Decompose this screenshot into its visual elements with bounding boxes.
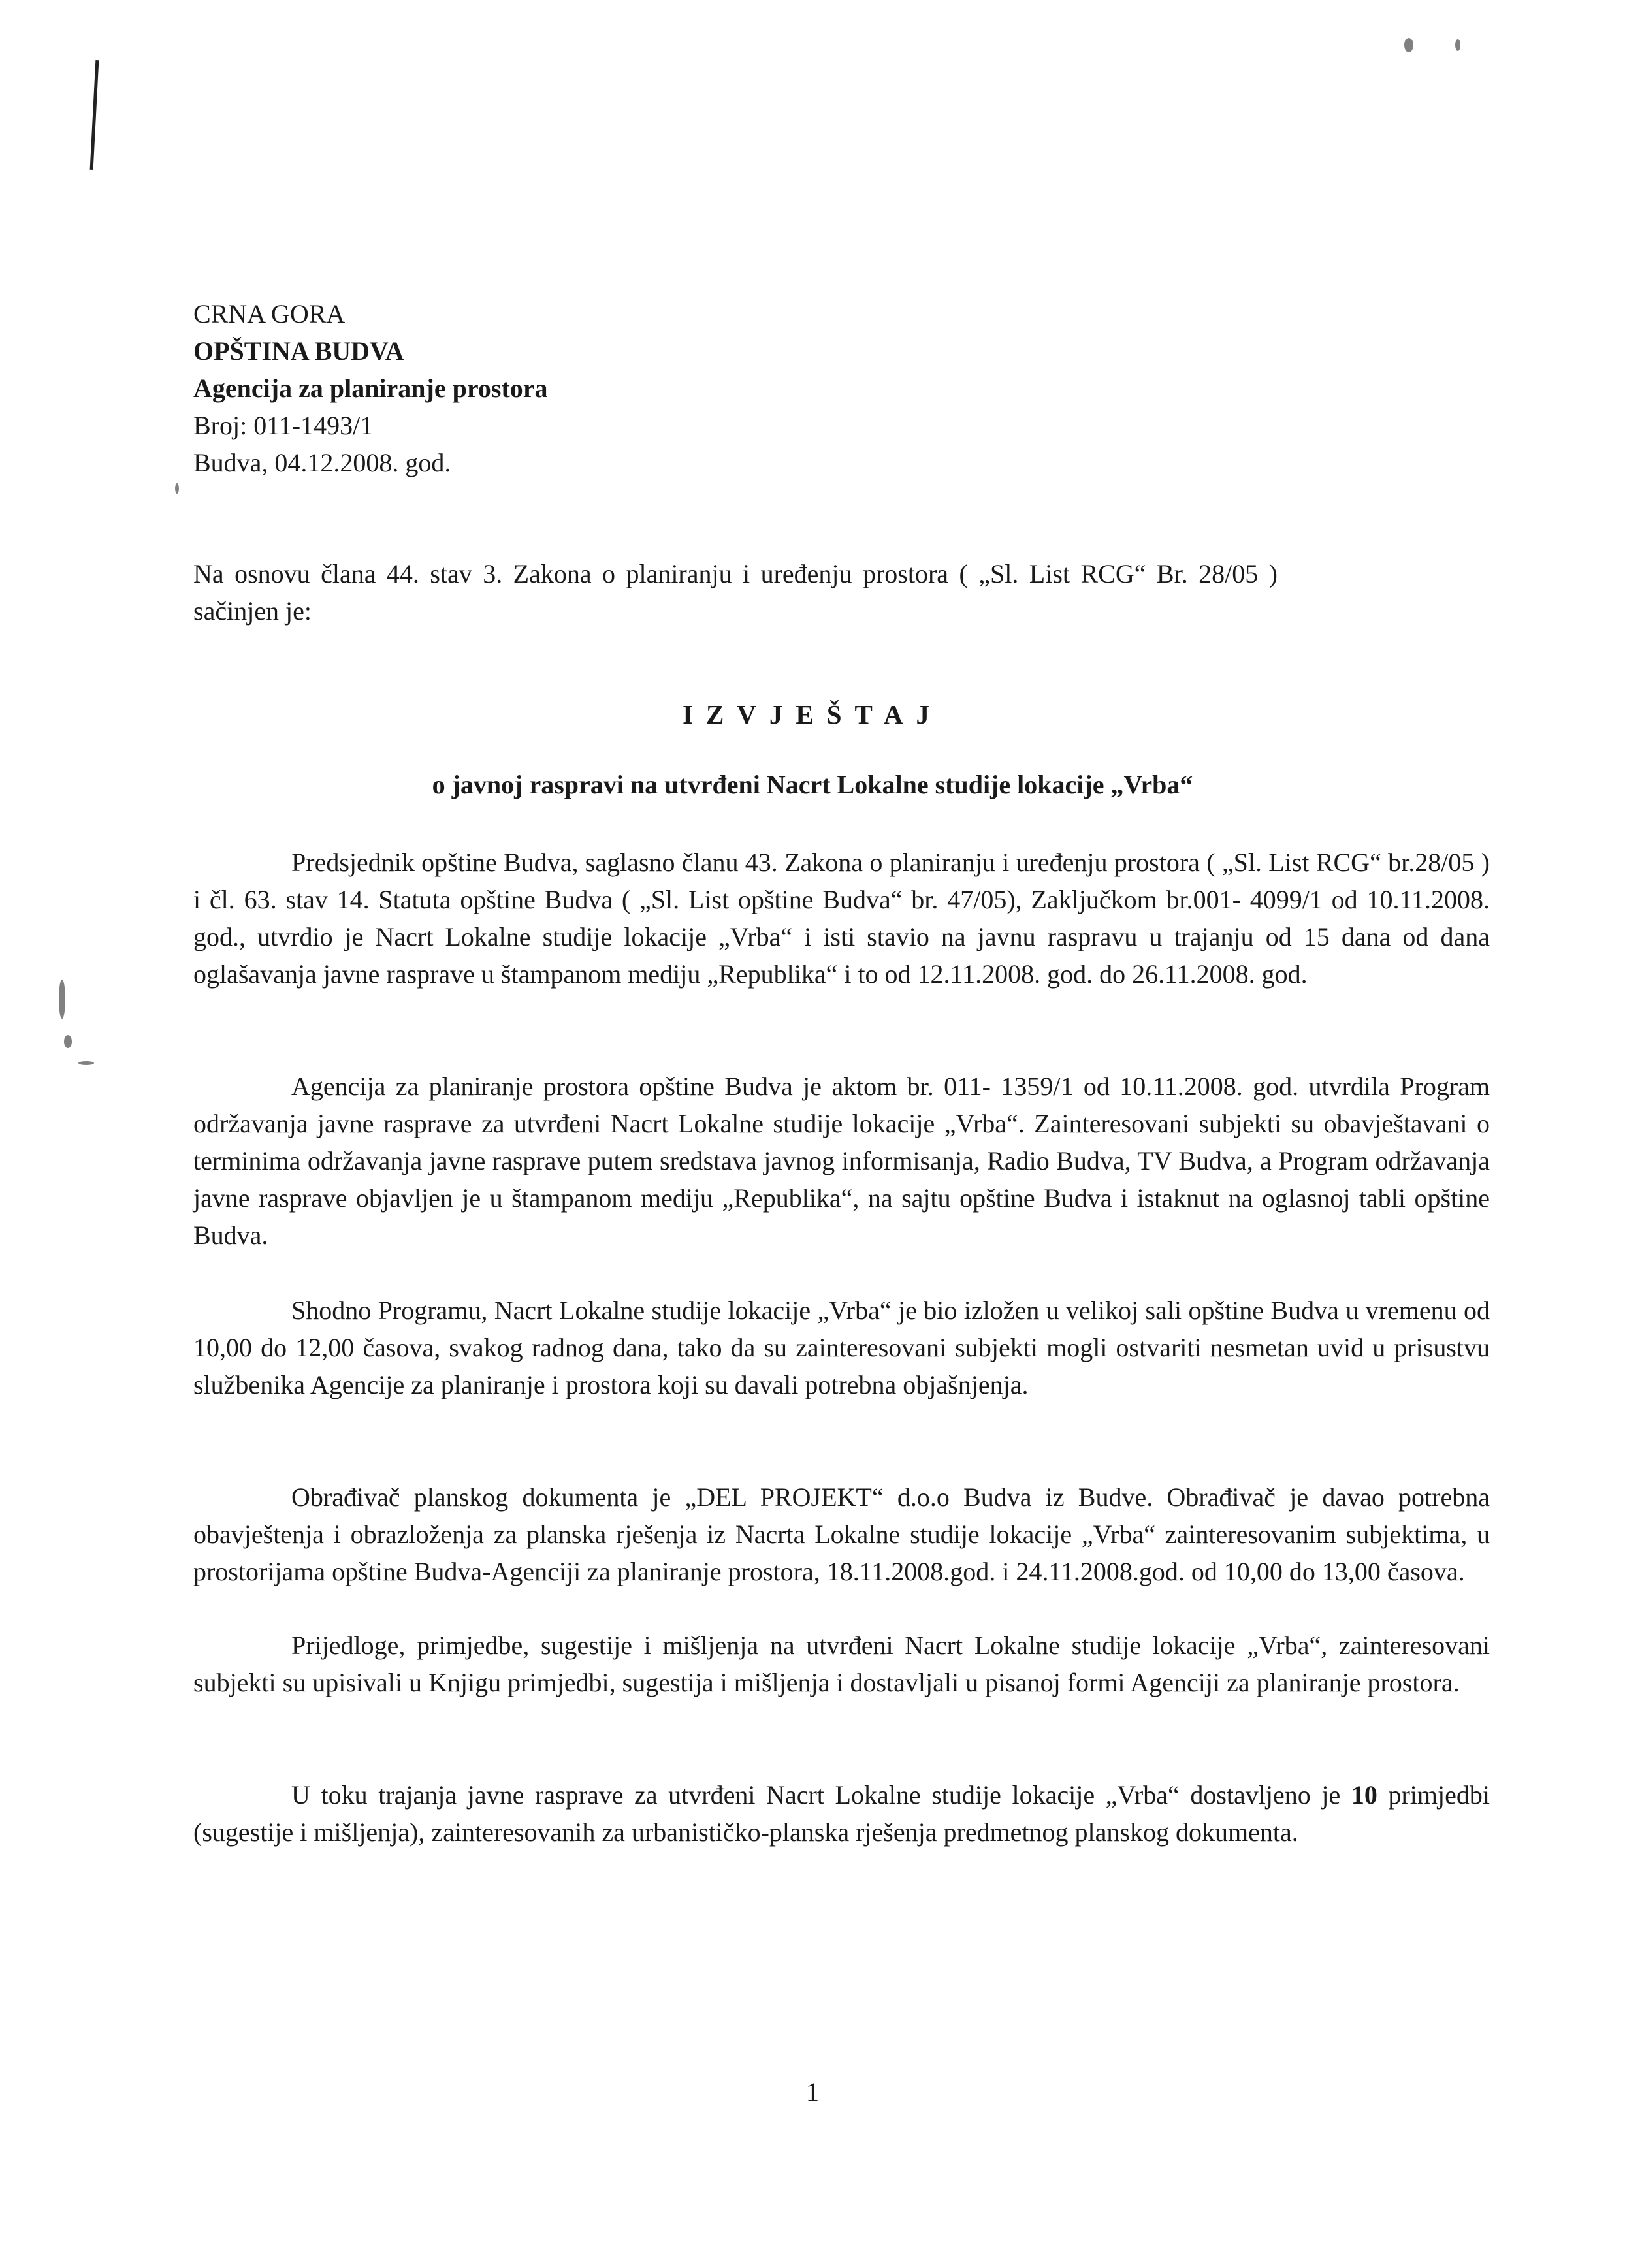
paragraph-2: Agencija za planiranje prostora opštine Budva je aktom br. 011- 1359/1 od 10.11.2008. god. utvrdila Program održavanja javne rasprave za utvrđeni Nacrt Lokalne studije lokacije „Vrba“. Zainteresovani subjekti su obavještavani o terminima održavanja javne rasprave putem sredstava javnog informisanja, Radio Budva, TV Budva, a Program održavanja javne rasprave objavljen je u štampanom mediju „Republika“, na sajtu opštine Budva i istaknut na oglasnoj tabli opštine Budva. [193,1072,1490,1250]
paragraph-5: Prijedloge, primjedbe, sugestije i mišljenja na utvrđeni Nacrt Lokalne studije lokacije „Vrba“, zainteresovani subjekti su upisivali u Knjigu primjedbi, sugestija i mišljenja i dostavljali u pisanoj formi Agenciji za planiranje prostora. [193,1631,1490,1697]
paragraph-4: Obrađivač planskog dokumenta je „DEL PROJEKT“ d.o.o Budva iz Budve. Obrađivač je davao potrebna obavještenja i obrazloženja za planska rješenja iz Nacrta Lokalne studije lokacije „Vrba“ zainteresovanim subjektima, u prostorijama opštine Budva-Agenciji za planiranje prostora, 18.11.2008.god. i 24.11.2008.god. od 10,00 do 13,00 časova. [193,1482,1490,1586]
scan-speck [1404,38,1413,52]
paragraph-6-text-end: primjedbi (sugestije i mišljenja), zainteresovanih za urbanističko-planska rješenja predmetnog planskog dokumenta. [193,1780,1490,1847]
municipality-name: OPŠTINA BUDVA [193,336,404,366]
letterhead [193,295,548,481]
agency-name: Agencija za planiranje prostora [193,374,548,403]
country-name: CRNA GORA [193,299,346,328]
scan-speck [59,980,65,1019]
scan-speck [64,1035,72,1048]
paragraph-6-text: U toku trajanja javne rasprave za utvrđeni Nacrt Lokalne studije lokacije „Vrba“ dostavljeno je [291,1780,1351,1810]
document-title: IZVJEŠTAJ [683,699,942,729]
page-number: 1 [806,2077,819,2107]
place-date: Budva, 04.12.2008. god. [193,448,451,477]
scan-speck [78,1061,94,1065]
paragraph-6 [193,1776,1490,1851]
paragraph-3: Shodno Programu, Nacrt Lokalne studije lokacije „Vrba“ je bio izložen u velikoj sali opštine Budva u vremenu od 10,00 do 12,00 časova, svakog radnog dana, tako da su zainteresovani subjekti mogli ostvariti nesmetan uvid u prisustvu službenika Agencije za planiranje i prostora koji su davali potrebna objašnjenja. [193,1296,1490,1399]
document-number: Broj: 011-1493/1 [193,411,374,440]
scan-speck [1455,39,1460,51]
scan-speck [175,483,179,494]
paragraph-1: Predsjednik opštine Budva, saglasno članu 43. Zakona o planiranju i uređenju prostora ( „Sl. List RCG“ br.28/05 ) i čl. 63. stav 14. Statuta opštine Budva ( „Sl. List opštine Budva“ br. 47/05), Zaključkom br.001- 4099/1 od 10.11.2008. god., utvrdio je Nacrt Lokalne studije lokacije „Vrba“ i isti stavio na javnu raspravu u trajanju od 15 dana od dana oglašavanja javne rasprave u štampanom mediju „Republika“ i to od 12.11.2008. god. do 26.11.2008. god. [193,848,1490,989]
scan-mark [90,60,99,170]
intro-paragraph: Na osnovu člana 44. stav 3. Zakona o planiranju i uređenju prostora ( „Sl. List RCG“ Br. 28/05 ) sačinjen je: [193,559,1278,626]
remarks-count: 10 [1351,1780,1377,1810]
document-subtitle: o javnoj raspravi na utvrđeni Nacrt Lokalne studije lokacije „Vrba“ [432,770,1193,799]
